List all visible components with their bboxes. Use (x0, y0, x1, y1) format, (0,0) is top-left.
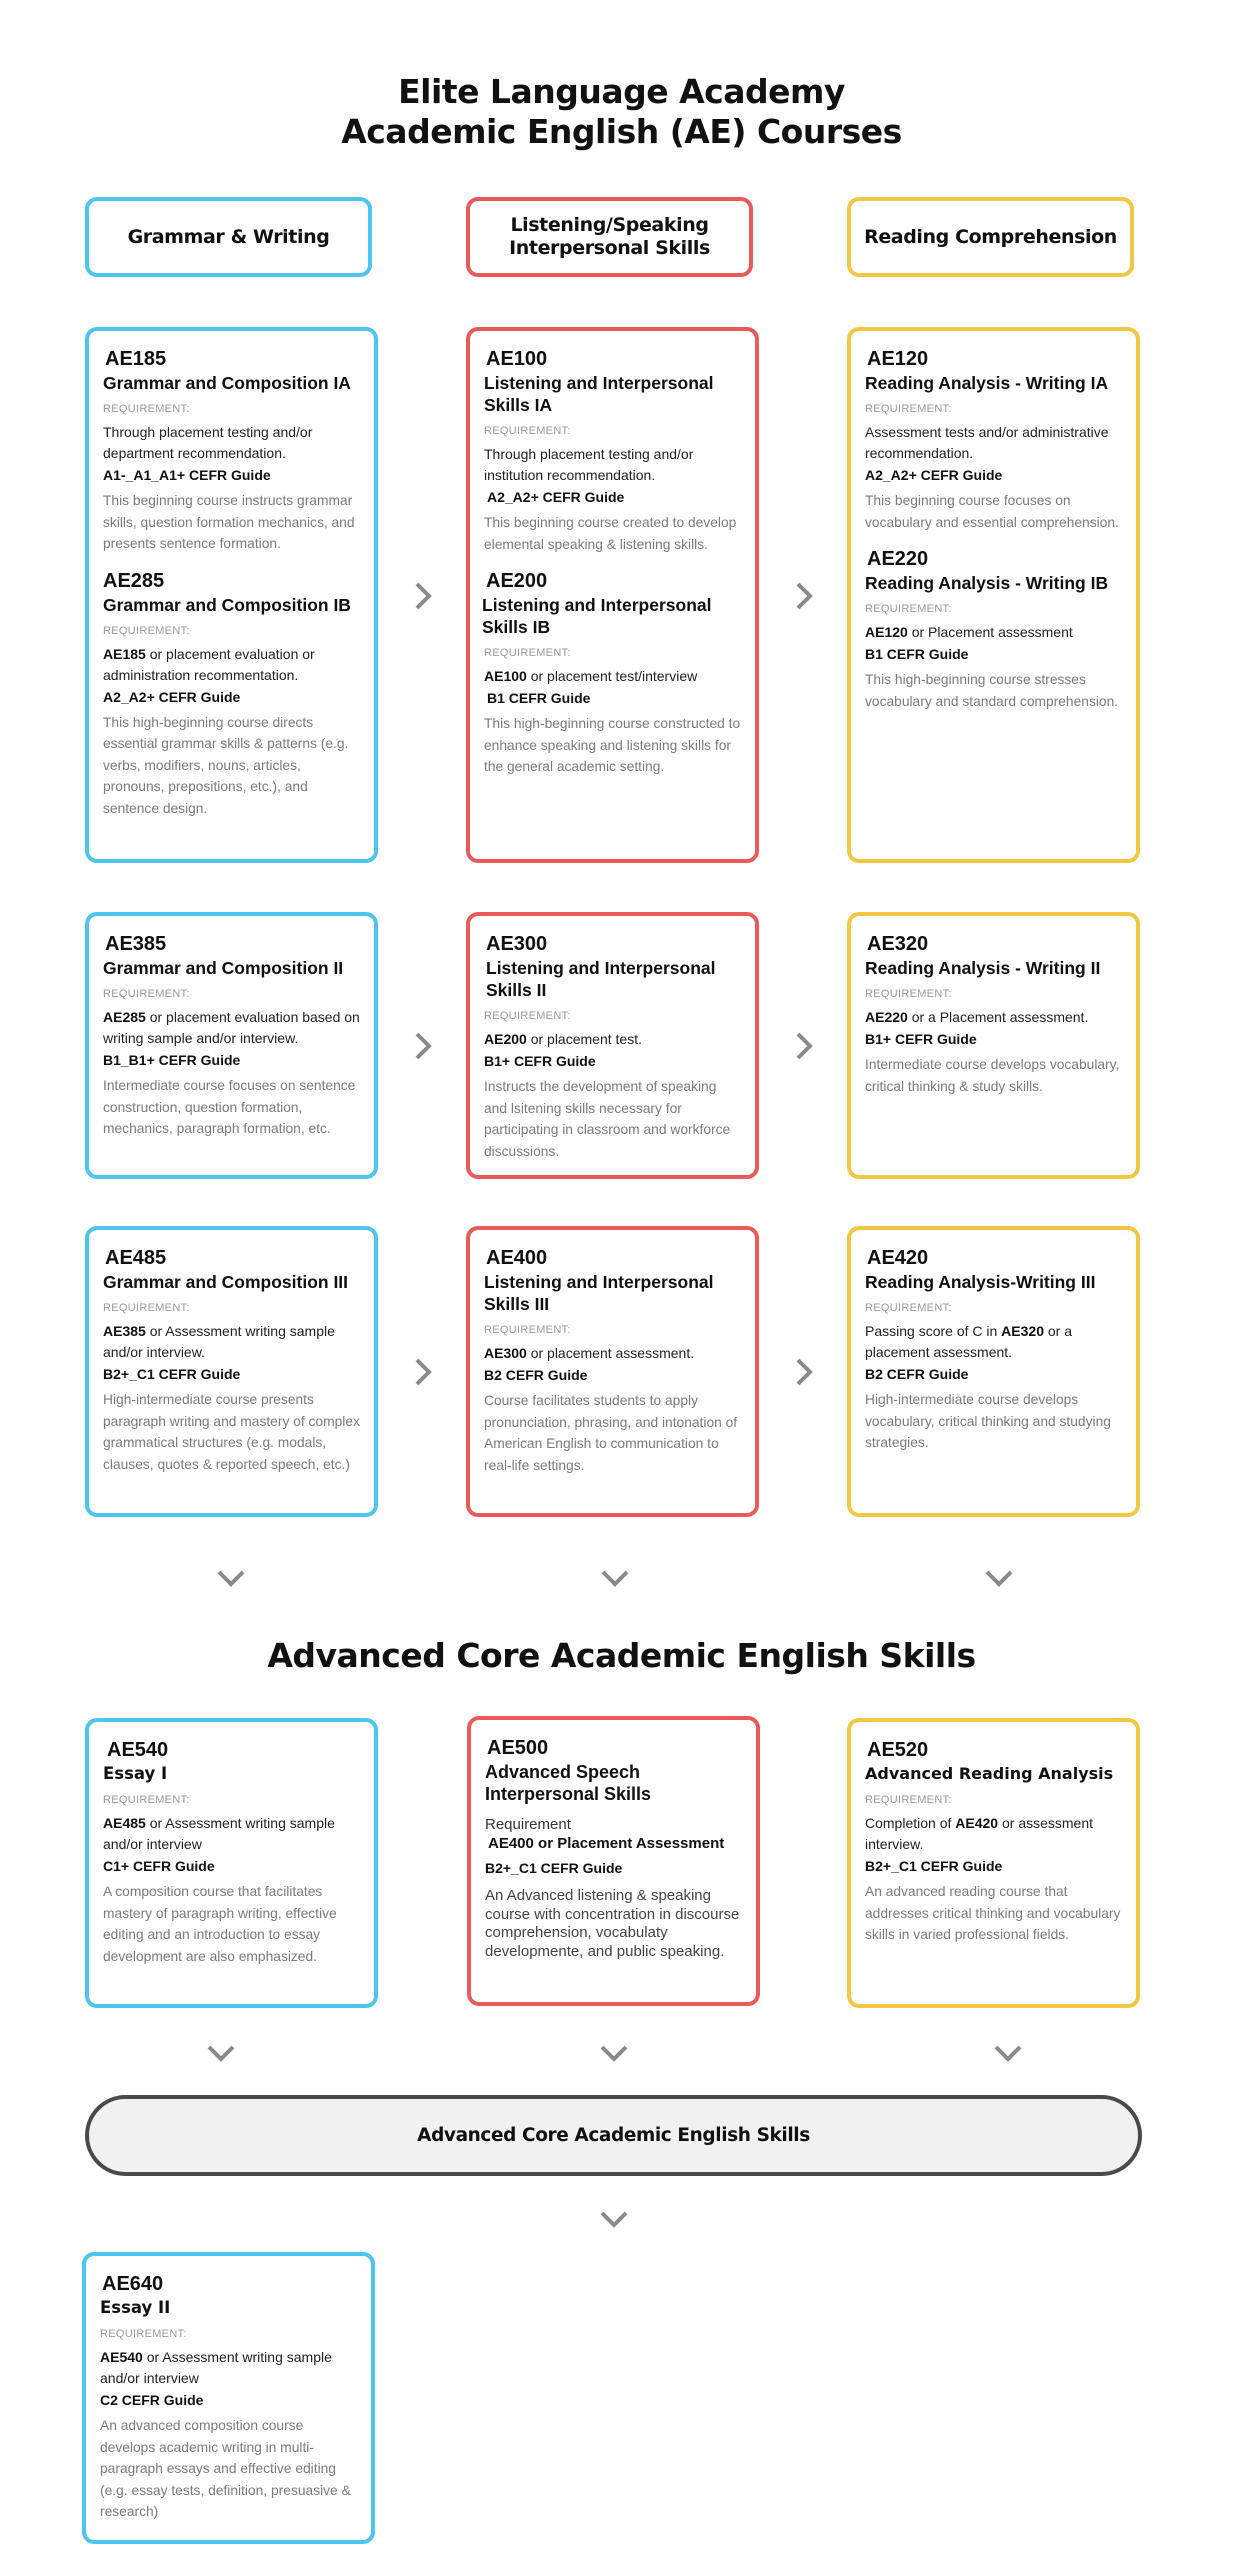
cefr-guide: A2_A2+ CEFR Guide (865, 467, 1003, 483)
course-description: Course facilitates students to apply pronunciation, phrasing, and intonation of American English to communication to real-life settings. (484, 1393, 738, 1473)
prereq-course-code: AE200 (484, 1031, 527, 1047)
course-card-ae520[interactable] (847, 1718, 1140, 2008)
course-card-ae320[interactable] (847, 912, 1140, 1179)
prereq-course-code: AE185 (103, 645, 146, 662)
course-description: High-intermediate course develops vocabulary, critical thinking and studying strategies. (865, 1392, 1111, 1450)
course-name: Listening and Interpersonal Skills IB (482, 595, 712, 637)
requirement-label: REQUIREMENT: (103, 1794, 190, 1806)
requirement-text: Through placement testing and/or institution recommendation. (484, 446, 694, 483)
course-description: This beginning course instructs grammar skills, question formation mechanics, and presents sentence formation. (103, 493, 355, 551)
course-ae285 (103, 569, 360, 820)
course-code: AE200 (486, 570, 548, 592)
requirement-label: REQUIREMENT: (484, 425, 571, 437)
requirement-label: REQUIREMENT: (103, 988, 190, 1000)
requirement-label: REQUIREMENT: (865, 988, 952, 1000)
course-card-ae420[interactable] (847, 1226, 1140, 1517)
chevron-right-icon (408, 1352, 438, 1392)
course-ae220 (865, 547, 1122, 712)
course-description: A composition course that facilitates mastery of paragraph writing, effective editing and an introduction to essay development are also emphasized. (103, 1884, 337, 1964)
track-header-reading-comprehension (847, 197, 1134, 277)
course-code: AE120 (867, 348, 929, 370)
prereq-course-code: AE485 (103, 1815, 146, 1831)
page-title-line2: Academic English (AE) Courses (341, 112, 902, 151)
course-code: AE385 (105, 933, 167, 955)
cefr-guide: B2+_C1 CEFR Guide (103, 1366, 241, 1382)
course-name: Listening and Interpersonal Skills IA (484, 373, 714, 415)
cefr-guide: B2 CEFR Guide (484, 1367, 588, 1383)
course-ae120 (865, 347, 1122, 533)
course-description: Instructs the development of speaking and lsitening skills necessary for participating in classroom and workforce discussions. (484, 1079, 731, 1159)
course-name: Grammar and Composition IB (103, 594, 351, 615)
track-label: Grammar & Writing (127, 225, 330, 248)
chevron-down-icon (594, 2207, 634, 2231)
requirement-text: Passing score of C in AE320 or a placement assessment. (865, 1323, 1072, 1360)
course-name: Essay I (103, 1764, 168, 1783)
cefr-guide: B1+ CEFR Guide (865, 1031, 977, 1047)
course-code: AE300 (486, 933, 548, 955)
track-label-line2: Interpersonal Skills (509, 237, 710, 259)
requirement-text: AE385 or Assessment writing sample and/or interview. (103, 1323, 335, 1360)
course-ae185 (103, 347, 360, 555)
course-description: This high-beginning course constructed to enhance speaking and listening skills for the general academic setting. (484, 716, 741, 774)
course-code: AE185 (105, 348, 167, 370)
requirement-label: REQUIREMENT: (484, 1010, 571, 1022)
chevron-right-icon (789, 1352, 819, 1392)
prereq-course-code: AE320 (1001, 1323, 1044, 1339)
requirement-label: REQUIREMENT: (865, 603, 952, 615)
requirement-label: REQUIREMENT: (103, 624, 190, 637)
requirement-text: AE300 or placement assessment. (484, 1345, 695, 1361)
cefr-guide: B1_B1+ CEFR Guide (103, 1052, 241, 1068)
course-description: This beginning course created to develop elemental speaking & listening skills. (484, 515, 737, 552)
requirement-label: REQUIREMENT: (103, 403, 190, 415)
course-description: High-intermediate course presents paragraph writing and mastery of complex grammatical structures (e.g. modals, clauses, quotes & reported speech, etc.) (103, 1392, 360, 1472)
course-ae200 (484, 569, 741, 778)
course-description: This high-beginning course stresses vocabulary and standard comprehension. (865, 672, 1119, 709)
course-description: Intermediate course develops vocabulary, critical thinking & study skills. (865, 1057, 1120, 1094)
chevron-right-icon (789, 1026, 819, 1066)
course-name: Listening and Interpersonal Skills III (484, 1272, 714, 1314)
course-code: AE285 (103, 569, 165, 592)
cefr-guide: B2+_C1 CEFR Guide (865, 1858, 1003, 1874)
prereq-course-code: AE120 (865, 624, 908, 640)
cefr-guide: B1 CEFR Guide (865, 646, 969, 662)
requirement-label: REQUIREMENT: (865, 1794, 952, 1806)
course-code: AE485 (105, 1247, 167, 1269)
chevron-down-icon (595, 1566, 635, 1590)
chevron-down-icon (201, 2041, 241, 2065)
requirement-text: AE200 or placement test. (484, 1031, 642, 1047)
requirement-label: REQUIREMENT: (100, 2328, 187, 2340)
requirement-text: AE220 or a Placement assessment. (865, 1009, 1089, 1025)
cefr-guide: B2+_C1 CEFR Guide (485, 1860, 623, 1876)
course-card-ae100-ae200[interactable] (466, 327, 759, 863)
course-description: An advanced composition course develops academic writing in multi-paragraph essays and effective editing (e.g. essay tests, definition, presuasive & research) (100, 2418, 351, 2519)
cefr-guide: B2 CEFR Guide (865, 1366, 969, 1382)
requirement-label: Requirement (485, 1816, 571, 1833)
requirement-text: Through placement testing and/or department recommendation. (103, 424, 313, 461)
requirement-text: AE120 or Placement assessment (865, 624, 1073, 640)
chevron-down-icon (211, 1566, 251, 1590)
course-card-ae185-ae285[interactable] (85, 327, 378, 863)
advanced-section-title: Advanced Core Academic English Skills (267, 1636, 976, 1675)
chevron-right-icon (408, 1026, 438, 1066)
cefr-guide: B1+ CEFR Guide (484, 1053, 596, 1069)
cefr-guide: C2 CEFR Guide (100, 2392, 204, 2408)
prereq-course-code: AE220 (865, 1009, 908, 1025)
course-card-ae300[interactable] (466, 912, 759, 1179)
requirement-label: REQUIREMENT: (103, 1302, 190, 1314)
course-code: AE540 (107, 1739, 169, 1761)
course-card-ae385[interactable] (85, 912, 378, 1179)
requirement-label: REQUIREMENT: (484, 1324, 571, 1336)
cefr-guide: C1+ CEFR Guide (103, 1858, 215, 1874)
requirement-text: AE485 or Assessment writing sample and/or interview (103, 1815, 335, 1852)
course-name: Reading Analysis - Writing II (865, 958, 1101, 978)
requirement-text: AE285 or placement evaluation based on writing sample and/or interview. (103, 1009, 360, 1046)
requirement-label: REQUIREMENT: (865, 1302, 952, 1314)
chevron-right-icon (408, 576, 438, 616)
course-card-ae500[interactable] (467, 1716, 760, 2006)
prereq-course-code: AE385 (103, 1323, 146, 1339)
course-name: Advanced Reading Analysis (865, 1764, 1114, 1783)
course-ae100 (484, 347, 741, 555)
track-header-listening-speaking (466, 197, 753, 277)
course-code: AE100 (486, 348, 548, 370)
requirement-text: AE400 or Placement Assessment (488, 1835, 725, 1852)
course-code: AE420 (867, 1247, 929, 1269)
course-name: Reading Analysis - Writing IB (865, 573, 1109, 593)
pill-label: Advanced Core Academic English Skills (417, 2125, 810, 2146)
course-code: AE520 (867, 1739, 929, 1761)
course-code: AE640 (102, 2273, 164, 2295)
chevron-down-icon (988, 2041, 1028, 2065)
advanced-core-pill (85, 2095, 1142, 2176)
course-card-ae485[interactable] (85, 1226, 378, 1517)
course-description: An advanced reading course that addresses critical thinking and vocabulary skills in varied professional fields. (865, 1884, 1121, 1942)
track-label: Reading Comprehension (864, 225, 1117, 248)
course-name: Reading Analysis-Writing III (865, 1272, 1096, 1292)
course-name: Grammar and Composition IA (103, 373, 351, 393)
cefr-guide: A2_A2+ CEFR Guide (487, 489, 625, 505)
course-name: Listening and Interpersonal Skills II (486, 958, 716, 1000)
course-name: Advanced Speech Interpersonal Skills (485, 1762, 652, 1804)
requirement-label: REQUIREMENT: (865, 403, 952, 415)
course-name: Reading Analysis - Writing IA (865, 373, 1109, 393)
course-description: This high-beginning course directs essential grammar skills & patterns (e.g. verbs, modifiers, nouns, articles, pronouns, prepositions, etc.), and sentence design. (103, 714, 349, 816)
track-header-grammar-writing (85, 197, 372, 277)
prereq-course-code: AE540 (100, 2349, 143, 2365)
requirement-label: REQUIREMENT: (484, 647, 571, 659)
course-description: Intermediate course focuses on sentence construction, question formation, mechanics, paragraph formation, etc. (103, 1078, 356, 1136)
course-code: AE320 (867, 933, 929, 955)
prereq-course-code: AE300 (484, 1345, 527, 1361)
cefr-guide: B1 CEFR Guide (487, 690, 591, 706)
course-card-ae400[interactable] (466, 1226, 759, 1517)
chevron-down-icon (979, 1566, 1019, 1590)
course-name: Essay II (100, 2298, 171, 2317)
course-name: Grammar and Composition II (103, 958, 344, 978)
requirement-text: AE100 or placement test/interview (484, 668, 698, 684)
course-code: AE500 (487, 1737, 549, 1759)
chevron-down-icon (594, 2041, 634, 2065)
course-card-ae120-ae220[interactable] (847, 327, 1140, 863)
cefr-guide: A1-_A1_A1+ CEFR Guide (103, 467, 271, 483)
course-description: This beginning course focuses on vocabulary and essential comprehension. (865, 493, 1119, 530)
cefr-guide: A2_A2+ CEFR Guide (103, 688, 241, 705)
page-title-line1: Elite Language Academy (398, 72, 845, 111)
requirement-text: Completion of AE420 or assessment interview. (865, 1815, 1094, 1852)
course-code: AE400 (486, 1247, 548, 1269)
chevron-right-icon (789, 576, 819, 616)
requirement-text: AE185 or placement evaluation or administration recommentation. (103, 645, 315, 683)
course-card-ae640[interactable] (82, 2252, 375, 2544)
prereq-course-code: AE100 (484, 668, 527, 684)
course-card-ae540[interactable] (85, 1718, 378, 2008)
prereq-course-code: AE285 (103, 1009, 146, 1025)
prereq-course-code: AE420 (955, 1815, 999, 1831)
track-label-line1: Listening/Speaking (510, 214, 709, 236)
course-name: Grammar and Composition III (103, 1272, 349, 1292)
requirement-text: Assessment tests and/or administrative recommendation. (865, 424, 1109, 461)
requirement-text: AE540 or Assessment writing sample and/or interview (100, 2349, 332, 2386)
course-description: An Advanced listening & speaking course with concentration in discourse comprehension, vocabulaty developmente, and public speaking. (485, 1887, 740, 1960)
course-code: AE220 (867, 548, 929, 570)
